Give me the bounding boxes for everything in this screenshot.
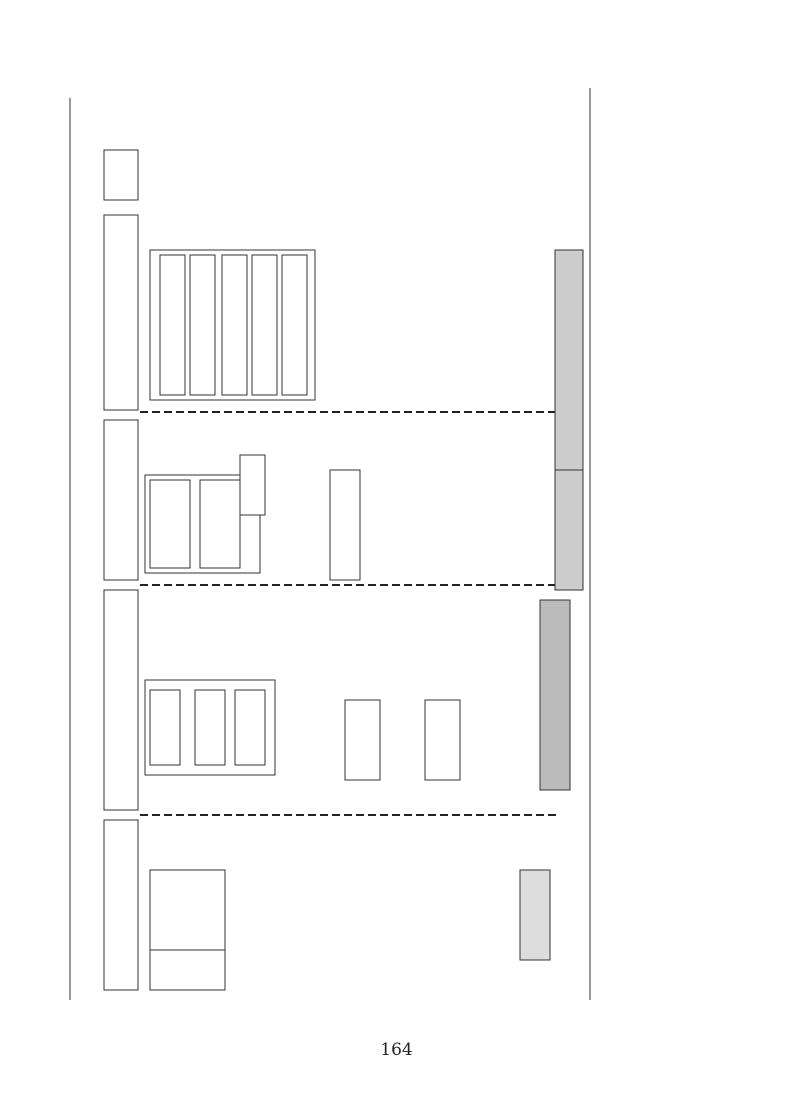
stage-header-4 [104, 820, 138, 990]
parallel-item-box [555, 470, 583, 590]
parallel-items-area [330, 250, 583, 960]
stage-4-approval-boxes [150, 870, 225, 990]
approval-box [150, 950, 225, 990]
parallel-item-box [540, 600, 570, 790]
parallel-item-box [345, 700, 380, 780]
parallel-item-box [330, 470, 360, 580]
approval-box [190, 255, 215, 395]
stage-header-3 [104, 590, 138, 810]
approval-box [160, 255, 185, 395]
approval-box [195, 690, 225, 765]
approval-box [150, 870, 225, 950]
parallel-item-box [520, 870, 550, 960]
approval-box [282, 255, 307, 395]
stage-3-approval-boxes [145, 680, 275, 775]
approval-box [200, 480, 240, 568]
approval-box [222, 255, 247, 395]
approval-box [235, 690, 265, 765]
stage-header-1 [104, 215, 138, 410]
parallel-item-box [425, 700, 460, 780]
approval-box [240, 455, 265, 515]
approval-box [150, 690, 180, 765]
approval-box [150, 480, 190, 568]
page-number: 164 [380, 1040, 413, 1060]
stage-1-approval-boxes [150, 250, 315, 400]
stage-2-approval-boxes [145, 455, 265, 573]
stage-header-band [104, 150, 138, 990]
stage-header-2 [104, 420, 138, 580]
approval-box [252, 255, 277, 395]
stage-header-initiation [104, 150, 138, 200]
